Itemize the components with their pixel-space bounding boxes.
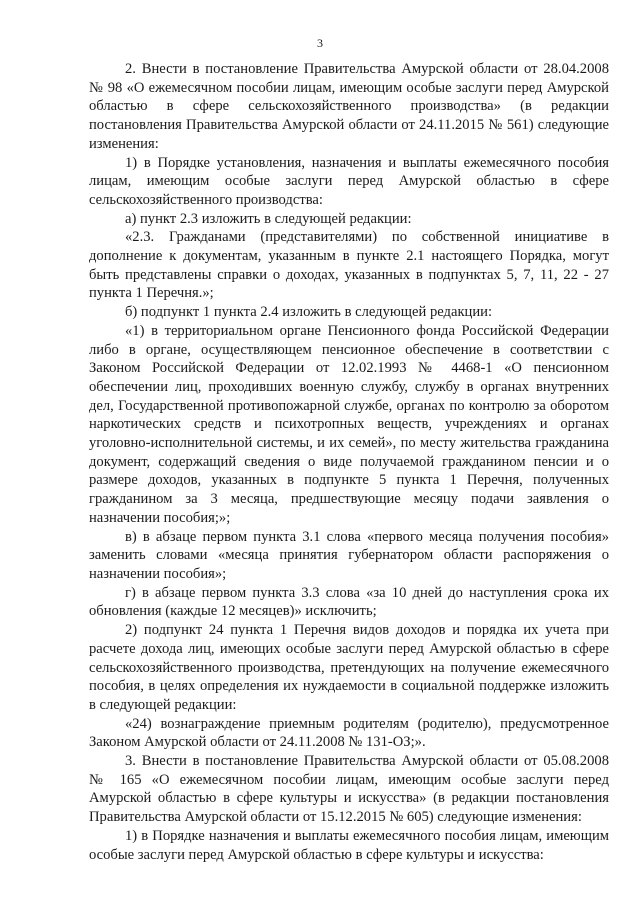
paragraph-quote-subitem-1: «1) в территориальном органе Пенсионного фонда Российской Федерации либо в органе, осуществляющем пенсионное обеспечение в соответствии с Законом Российской Федерации от 12.02.1993 № 4468-1 «О пенсионном обеспечении лиц, проходивших военную службу, службу в органах внутренних дел, Государственной противопожарной службе, органах по контролю за оборотом наркотических средств и психотропных веществ, учреждениях и органах уголовно-исполнительной системы, и их семей», по месту жительства гражданина документ, содержащий сведения о виде получаемой гражданином пенсии и о размере доходов, указанных в подпункте 5 пункта 1 Перечня, полученных гражданином за 3 месяца, предшествующие месяцу подачи заявления о назначении пособия;»;	[89, 322, 609, 526]
paragraph-section-3: 3. Внести в постановление Правительства Амурской области от 05.08.2008 № 165 «О ежемесячном пособии лицам, имеющим особые заслуги перед Амурской областью в сфере культуры и искусства» (в редакции постановления Правительства Амурской области от 15.12.2015 № 605) следующие изменения:	[89, 753, 609, 826]
document-body	[89, 60, 609, 864]
paragraph-item-2: 2) подпункт 24 пункта 1 Перечня видов доходов и порядка их учета при расчете дохода лиц, имеющих особые заслуги перед Амурской областью в сфере сельскохозяйственного производства, претендующих на получение ежемесячного пособия, в целях определения их нуждаемости в социальной поддержке изложить в следующей редакции:	[89, 622, 609, 713]
paragraph-quote-24: «24) вознаграждение приемным родителям (родителю), предусмотренное Законом Амурской области от 24.11.2008 № 131-ОЗ;».	[89, 715, 609, 751]
paragraph-quote-2-3: «2.3. Гражданами (представителями) по собственной инициативе в дополнение к документам, указанным в пункте 2.1 настоящего Порядка, могут быть представлены справки о доходах, указанных в подпунктах 5, 7, 11, 22 - 27 пункта 1 Перечня.»;	[89, 229, 609, 302]
page-number: 3	[317, 36, 323, 50]
paragraph-section-2: 2. Внести в постановление Правительства Амурской области от 28.04.2008 № 98 «О ежемесячном пособии лицам, имеющим особые заслуги перед Амурской областью в сфере сельскохозяйственного производства» (в редакции постановления Правительства Амурской области от 24.11.2015 № 561) следующие изменения:	[89, 61, 609, 152]
paragraph-item-g: г) в абзаце первом пункта 3.3 слова «за 10 дней до наступления срока их обновления (каждые 12 месяцев)» исключить;	[89, 584, 609, 620]
paragraph-item-v: в) в абзаце первом пункта 3.1 слова «первого месяца получения пособия» заменить словами «месяца принятия губернатором области распоряжения о назначении пособия»;	[89, 528, 609, 582]
paragraph-item-1-culture: 1) в Порядке назначения и выплаты ежемесячного пособия лицам, имеющим особые заслуги перед Амурской областью в сфере культуры и искусства:	[89, 827, 609, 863]
paragraph-item-a: а) пункт 2.3 изложить в следующей редакции:	[125, 210, 412, 227]
paragraph-item-b: б) подпункт 1 пункта 2.4 изложить в следующей редакции:	[125, 304, 493, 321]
paragraph-item-1: 1) в Порядке установления, назначения и выплаты ежемесячного пособия лицам, имеющим особые заслуги перед Амурской областью в сфере сельскохозяйственного производства:	[89, 154, 609, 208]
